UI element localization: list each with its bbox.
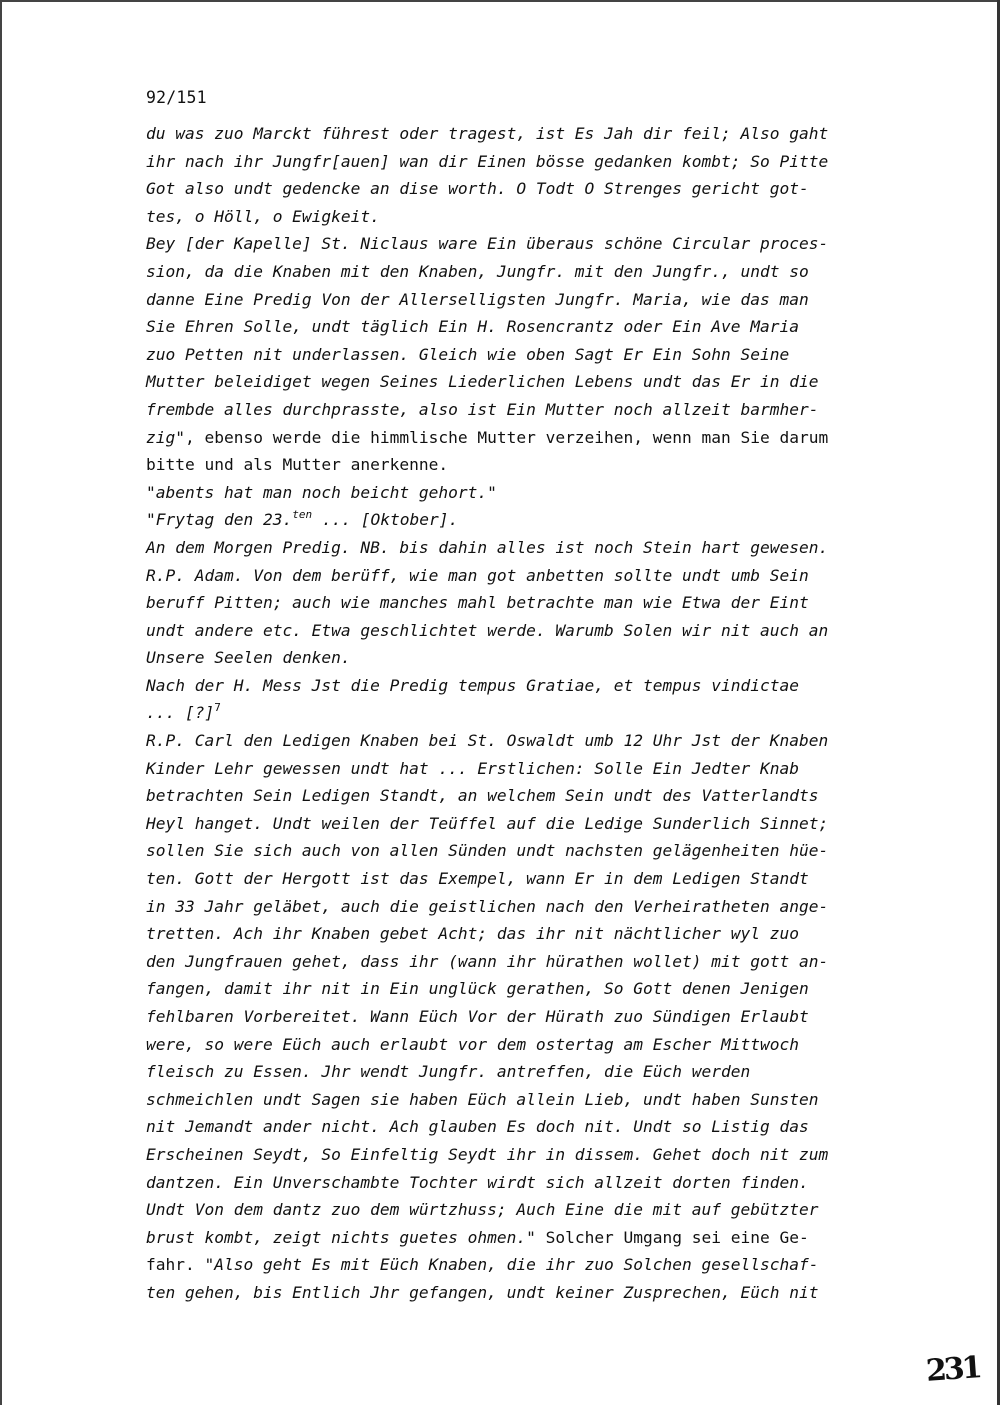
text-line <box>146 1251 916 1279</box>
text-run: Mutter beleidiget wegen Seines Liederlichen Lebens undt das Er in die <box>146 372 819 392</box>
page-number: 92/151 <box>146 88 207 107</box>
text-line <box>146 755 916 783</box>
text-run: schmeichlen undt Sagen sie haben Eüch allein Lieb, undt haben Sunsten <box>146 1089 819 1109</box>
text-run: in 33 Jahr geläbet, auch die geistlichen nach den Verheiratheten ange- <box>146 896 829 916</box>
text-run: beruff Pitten; auch wie manches mahl betrachte man wie Etwa der Eint <box>146 593 809 613</box>
text-line <box>146 1196 916 1224</box>
text-run: ihr nach ihr Jungfr[auen] wan dir Einen bösse gedanken kombt; So Pitte <box>146 151 829 171</box>
text-run: bitte und als Mutter anerkenne. <box>146 455 449 475</box>
text-line <box>146 589 916 617</box>
text-line <box>146 120 916 148</box>
text-run: An dem Morgen Predig. NB. bis dahin alles ist noch Stein hart gewesen. <box>146 537 829 557</box>
text-run: ... [Oktober]. <box>312 510 459 530</box>
text-run: betrachten Sein Ledigen Standt, an welchem Sein undt des Vatterlandts <box>146 786 819 806</box>
text-line <box>146 534 916 562</box>
text-run: fahr. " <box>146 1255 215 1275</box>
text-line <box>146 562 916 590</box>
text-line <box>146 230 916 258</box>
text-line <box>146 920 916 948</box>
text-run: sion, da die Knaben mit den Knaben, Jungfr. mit den Jungfr., undt so <box>146 261 809 281</box>
text-run: " <box>146 482 156 502</box>
text-run: R.P. Adam. Von dem berüff, wie man got anbetten sollte undt umb Sein <box>146 565 809 585</box>
text-run: Undt Von dem dantz zuo dem würtzhuss; Auch Eine die mit auf gebützter <box>146 1200 819 1220</box>
text-line <box>146 782 916 810</box>
text-line <box>146 1003 916 1031</box>
text-line <box>146 1086 916 1114</box>
text-line <box>146 1224 916 1252</box>
text-line <box>146 865 916 893</box>
text-run: nit Jemandt ander nicht. Ach glauben Es doch nit. Undt so Listig das <box>146 1117 809 1137</box>
text-run: Frytag den 23. <box>155 510 293 530</box>
text-run: undt andere etc. Etwa geschlichtet werde. Warumb Solen wir nit auch an <box>146 620 829 640</box>
superscript: ten <box>292 508 313 522</box>
text-run: , ebenso werde die himmlische Mutter verzeihen, wenn man Sie darum <box>184 427 829 447</box>
text-run: Also geht Es mit Eüch Knaben, die ihr zuo Solchen gesellschaf- <box>214 1255 819 1275</box>
text-line <box>146 810 916 838</box>
text-line <box>146 396 916 424</box>
text-line <box>146 424 916 452</box>
text-run: ten gehen, bis Entlich Jhr gefangen, undt keiner Zusprechen, Eüch nit <box>146 1282 819 1302</box>
text-line <box>146 368 916 396</box>
text-run: Got also undt gedencke an dise worth. O Todt O Strenges gericht got- <box>146 179 809 199</box>
text-run: du was zuo Marckt führest oder tragest, ist Es Jah dir feil; Also gaht <box>146 124 829 143</box>
text-line <box>146 451 916 479</box>
text-line <box>146 258 916 286</box>
text-run: " <box>146 510 156 530</box>
text-run: fehlbaren Vorbereitet. Wann Eüch Vor der Hürath zuo Sündigen Erlaubt <box>146 1007 809 1026</box>
text-run: zig" <box>146 427 185 447</box>
text-line <box>146 479 916 507</box>
text-line <box>146 948 916 976</box>
text-run: abents hat man noch beicht gehort. <box>155 482 488 502</box>
document-body <box>146 120 916 1307</box>
text-run: fangen, damit ihr nit in Ein unglück gerathen, So Gott denen Jenigen <box>146 979 809 999</box>
text-line <box>146 148 916 176</box>
text-run: danne Eine Predig Von der Allerselligsten Jungfr. Maria, wie das man <box>146 289 809 309</box>
text-run: fleisch zu Essen. Jhr wendt Jungfr. antreffen, die Eüch werden <box>146 1062 751 1082</box>
handwritten-page-stamp: 231 <box>924 1350 981 1389</box>
text-line <box>146 1279 916 1307</box>
scan-border-top <box>0 0 1000 2</box>
text-line <box>146 727 916 755</box>
text-run: tes, o Höll, o Ewigkeit. <box>146 206 380 226</box>
text-line <box>146 506 916 534</box>
text-run: sollen Sie sich auch von allen Sünden undt nachsten gelägenheiten hüe- <box>146 841 829 861</box>
text-run: Erscheinen Seydt, So Einfeltig Seydt ihr in dissem. Gehet doch nit zum <box>146 1144 829 1164</box>
text-line <box>146 644 916 672</box>
text-line <box>146 617 916 645</box>
text-line <box>146 313 916 341</box>
text-run: R.P. Carl den Ledigen Knaben bei St. Oswaldt umb 12 Uhr Jst der Knaben <box>146 731 829 751</box>
text-run: den Jungfrauen gehet, dass ihr (wann ihr hürathen wollet) mit gott an- <box>146 951 829 971</box>
text-line <box>146 175 916 203</box>
text-line <box>146 837 916 865</box>
text-run: zuo Petten nit underlassen. Gleich wie oben Sagt Er Ein Sohn Seine <box>146 344 790 364</box>
text-line <box>146 893 916 921</box>
text-run: brust kombt, zeigt nichts guetes ohmen. <box>146 1227 527 1247</box>
text-run: dantzen. Ein Unverschambte Tochter wirdt sich allzeit dorten finden. <box>146 1172 809 1192</box>
text-run: Kinder Lehr gewessen undt hat ... Erstlichen: Solle Ein Jedter Knab <box>146 758 799 778</box>
text-line <box>146 1031 916 1059</box>
text-run: were, so were Eüch auch erlaubt vor dem ostertag am Escher Mittwoch <box>146 1034 799 1054</box>
text-line <box>146 1141 916 1169</box>
text-line <box>146 672 916 700</box>
text-run: ten. Gott der Hergott ist das Exempel, wann Er in dem Ledigen Standt <box>146 869 809 889</box>
text-run: tretten. Ach ihr Knaben gebet Acht; das ihr nit nächtlicher wyl zuo <box>146 924 799 944</box>
text-run: frembde alles durchprasste, also ist Ein Mutter noch allzeit barmher- <box>146 399 819 419</box>
text-run: ... [?] <box>146 703 215 723</box>
text-line <box>146 1113 916 1141</box>
text-run: Heyl hanget. Undt weilen der Teüffel auf die Ledige Sunderlich Sinnet; <box>146 813 829 833</box>
text-run: " Solcher Umgang sei eine Ge- <box>526 1227 809 1247</box>
text-run: Sie Ehren Solle, undt täglich Ein H. Rosencrantz oder Ein Ave Maria <box>146 317 799 337</box>
text-line <box>146 1169 916 1197</box>
text-line <box>146 699 916 727</box>
text-run: " <box>487 482 497 502</box>
text-line <box>146 1058 916 1086</box>
superscript: 7 <box>214 701 221 715</box>
text-line <box>146 341 916 369</box>
text-run: Nach der H. Mess Jst die Predig tempus Gratiae, et tempus vindictae <box>146 675 799 695</box>
text-line <box>146 286 916 314</box>
text-line <box>146 203 916 231</box>
scan-border-left <box>0 0 2 1405</box>
text-line <box>146 975 916 1003</box>
text-run: Unsere Seelen denken. <box>146 648 351 668</box>
text-run: Bey [der Kapelle] St. Niclaus ware Ein überaus schöne Circular proces- <box>146 234 829 254</box>
